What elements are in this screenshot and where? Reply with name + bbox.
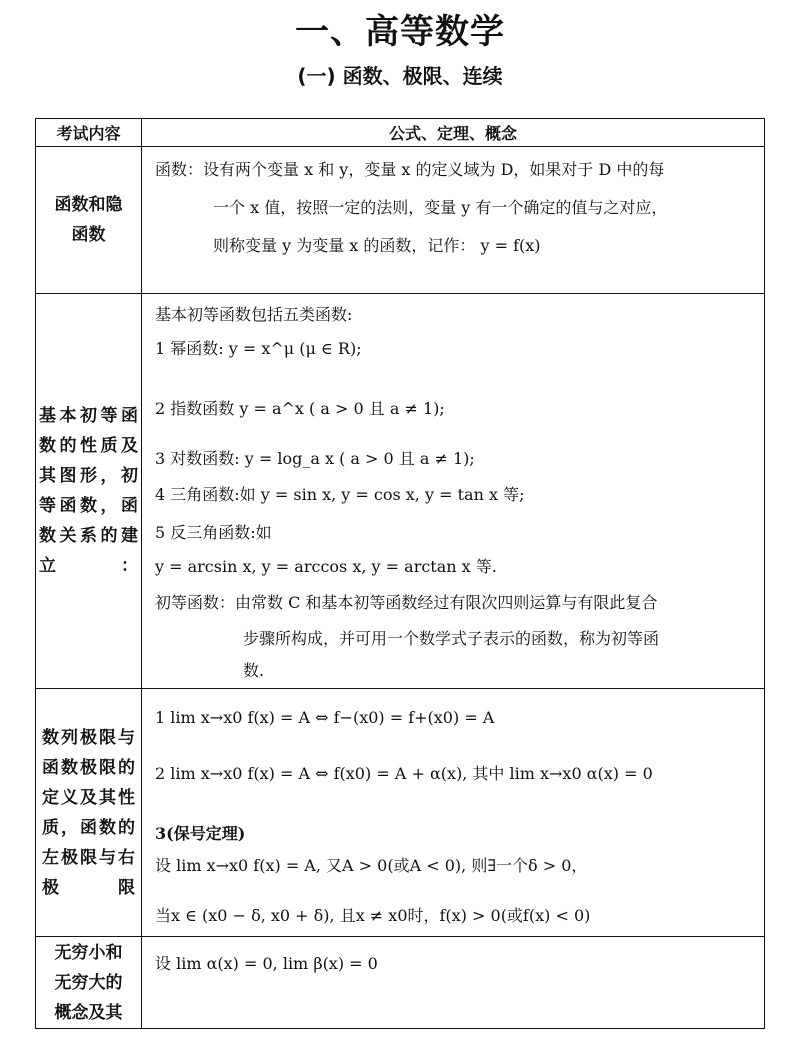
section-subtitle: (一) 函数、极限、连续 <box>297 64 503 88</box>
text-line: 3(保号定理) <box>155 824 246 843</box>
table-header-row <box>36 119 765 147</box>
text-line: 基本初等函数包括五类函数: <box>155 305 353 324</box>
text-line: 设 lim α(x) = 0, lim β(x) = 0 <box>155 954 378 973</box>
text-line: 初等函数：由常数 C 和基本初等函数经过有限次四则运算与有限此复合 <box>155 593 658 612</box>
header-topic: 考试内容 <box>36 119 142 147</box>
text-line: 当x ∈ (x0 − δ, x0 + δ), 且x ≠ x0时，f(x) > 0(或f(x) < 0) <box>155 906 591 925</box>
text-line: 步骤所构成，并可用一个数学式子表示的函数，称为初等函 <box>243 629 660 648</box>
text-line: 设 lim x→x0 f(x) = A, 又A > 0(或A < 0), 则∃一个δ > 0， <box>155 856 588 875</box>
text-line: 1 幂函数: y = x^μ (μ ∈ R); <box>155 339 362 358</box>
header-formula: 公式、定理、概念 <box>142 119 765 147</box>
formula-cell <box>142 147 765 294</box>
text-line: 5 反三角函数:如 <box>155 523 272 542</box>
topic-cell: 基本初等函数的性质及其图形，初等函数，函数关系的建立： <box>36 294 142 689</box>
table-row <box>36 937 765 1029</box>
topic-cell: 函数和隐函数 <box>36 147 142 294</box>
formula-cell <box>142 689 765 937</box>
text-line: 4 三角函数:如 y = sin x, y = cos x, y = tan x 等; <box>155 485 525 504</box>
text-line: 2 指数函数 y = a^x ( a > 0 且 a ≠ 1); <box>155 399 445 418</box>
table-row <box>36 294 765 689</box>
formula-cell <box>142 294 765 689</box>
text-line: 3 对数函数: y = log_a x ( a > 0 且 a ≠ 1); <box>155 449 475 468</box>
table-row <box>36 147 765 294</box>
formula-cell <box>142 937 765 1029</box>
text-line: 一个 x 值，按照一定的法则，变量 y 有一个确定的值与之对应， <box>213 198 668 217</box>
text-line: 数. <box>243 661 265 680</box>
text-line: 则称变量 y 为变量 x 的函数，记作： y = f(x) <box>213 236 541 255</box>
text-line: 函数：设有两个变量 x 和 y，变量 x 的定义域为 D，如果对于 D 中的每 <box>155 160 665 179</box>
text-line: y = arcsin x, y = arccos x, y = arctan x 等. <box>155 557 497 576</box>
topic-cell: 无穷小和无穷大的概念及其 <box>36 937 142 1029</box>
page-title: 一、高等数学 <box>295 12 505 52</box>
formula-table <box>35 118 765 1029</box>
text-line: 1 lim x→x0 f(x) = A ⇔ f−(x0) = f+(x0) = A <box>155 708 495 727</box>
text-line: 2 lim x→x0 f(x) = A ⇔ f(x0) = A + α(x), 其中 lim x→x0 α(x) = 0 <box>155 764 653 783</box>
topic-cell: 数列极限与函数极限的定义及其性质，函数的左极限与右极限 <box>36 689 142 937</box>
table-row <box>36 689 765 937</box>
